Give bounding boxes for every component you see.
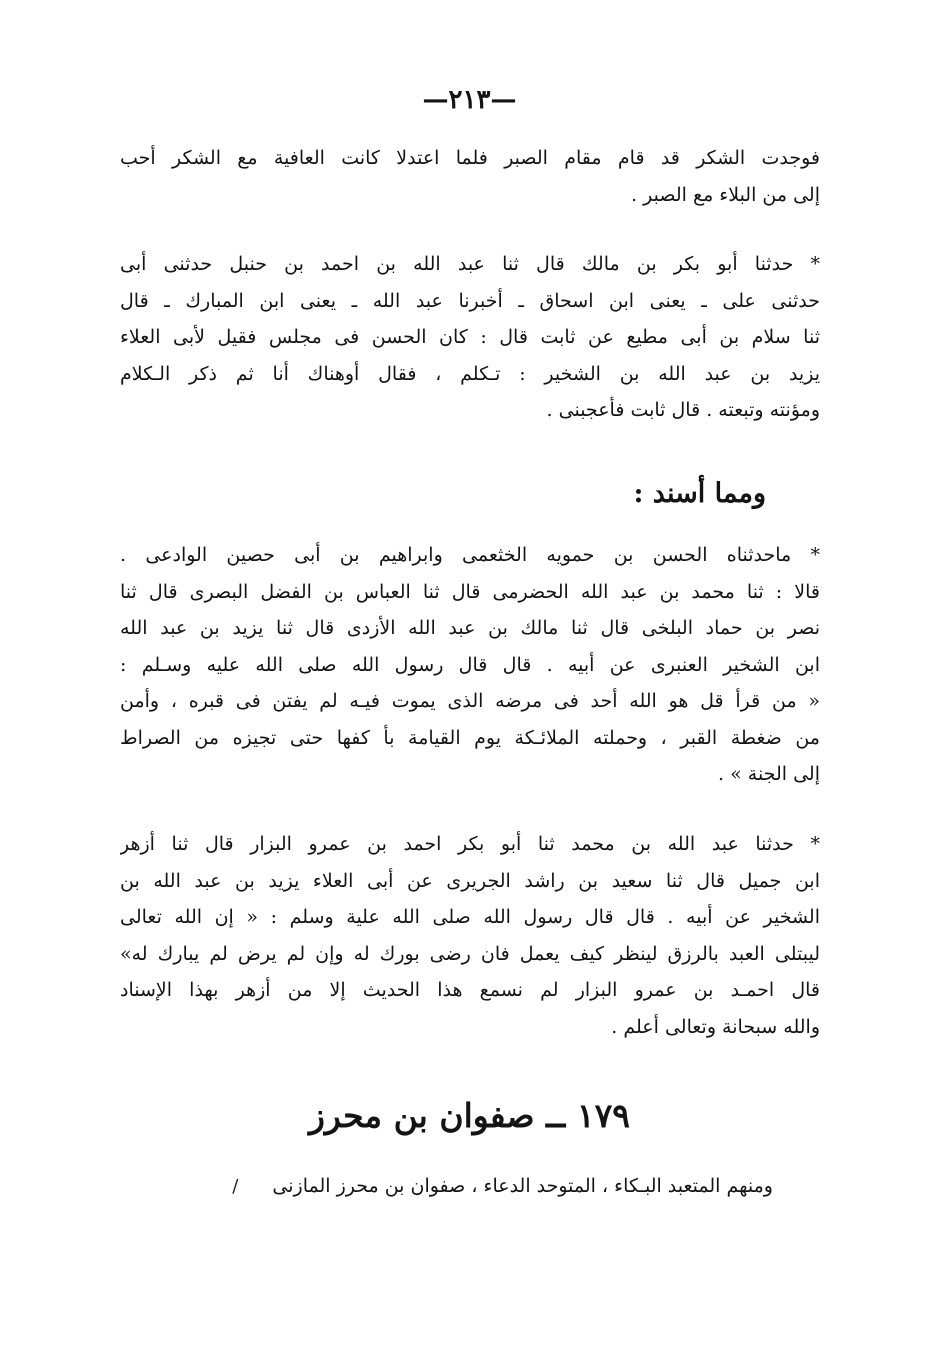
biography-heading: ١٧٩ ــ صفوان بن محرز [308, 1096, 631, 1135]
text-line: ابن جميل قال ثنا سعيد بن راشد الجريرى عن أبى العلاء يزيد بن عبد الله بن [120, 869, 820, 892]
paragraph-continuation [120, 140, 820, 213]
text-line: والله سبحانة وتعالى أعلم . [611, 1015, 820, 1038]
text-line: * ماحدثناه الحسن بن حمويه الخثعمى وابراهيم بن أبى حصين الوادعى . [120, 544, 820, 566]
text-line: ليبتلى العبد بالرزق لينظر كيف يعمل فان رضى بورك له وإن لم يرض لم يبارك له» [120, 942, 820, 965]
text-line: حدثنى على ـ يعنى ابن اسحاق ـ أخبرنا عبد الله ـ يعنى ابن المبارك ـ قال [120, 289, 820, 312]
text-line: قال احمـد بن عمرو البزار لم نسمع هذا الحديث إلا من أزهر بهذا الإسناد [120, 979, 820, 1001]
paragraph-hadith-thabit [120, 246, 820, 429]
text-line: ثنا سلام بن أبى مطيع عن ثابت قال : كان الحسن فى مجلس فقيل لأبى العلاء [120, 326, 820, 348]
text-line: ومؤنته وتبعته . قال ثابت فأعجبنى . [546, 399, 820, 421]
text-line: قالا : ثنا محمد بن عبد الله الحضرمى قال ثنا العباس بن الفضل البصرى قال ثنا [120, 580, 820, 603]
biography-intro [153, 1168, 773, 1205]
text-line: إلى الجنة » . [718, 763, 820, 785]
text-line: إلى من البلاء مع الصبر . [631, 183, 820, 206]
page-number: —٢١٣— [422, 85, 517, 115]
section-subheading: ومما أسند : [633, 478, 766, 509]
text-line: فوجدت الشكر قد قام مقام الصبر فلما اعتدلا كانت العافية مع الشكر أحب [120, 147, 820, 169]
text-line: ابن الشخير العنبرى عن أبيه . قال قال رسول الله صلى الله عليه وسـلم : [120, 653, 820, 676]
biography-intro-text: ومنهم المتعبد البـكاء ، المتوحد الدعاء ، صفوان بن محرز المازنى [272, 1175, 773, 1197]
paragraph-hadith-surah-ikhlas [120, 537, 820, 793]
text-line: * حدثنا أبو بكر بن مالك قال ثنا عبد الله بن احمد بن حنبل حدثنى أبى [120, 253, 820, 275]
text-line: نصر بن حماد البلخى قال ثنا مالك بن عبد الله الأزدى قال ثنا يزيد بن عبد الله [120, 617, 820, 639]
text-line: * حدثنا عبد الله بن محمد ثنا أبو بكر احمد بن عمرو البزار قال ثنا أزهر [120, 833, 820, 855]
cut-mark: / [232, 1176, 239, 1197]
text-line: « من قرأ قل هو الله أحد فى مرضه الذى يموت فيـه لم يفتن فى قبره ، وأمن [120, 690, 820, 712]
text-line: الشخير عن أبيه . قال قال رسول الله صلى الله علية وسلم : « إن الله تعالى [120, 906, 820, 928]
text-line: من ضغطة القبر ، وحملته الملائـكة يوم القيامة بأ كفها حتى تجيزه من الصراط [120, 726, 820, 749]
text-line: يزيد بن عبد الله بن الشخير : تـكلم ، فقال أوهناك أنا ثم ذكر الـكلام [120, 362, 820, 385]
paragraph-hadith-rizq [120, 826, 820, 1045]
